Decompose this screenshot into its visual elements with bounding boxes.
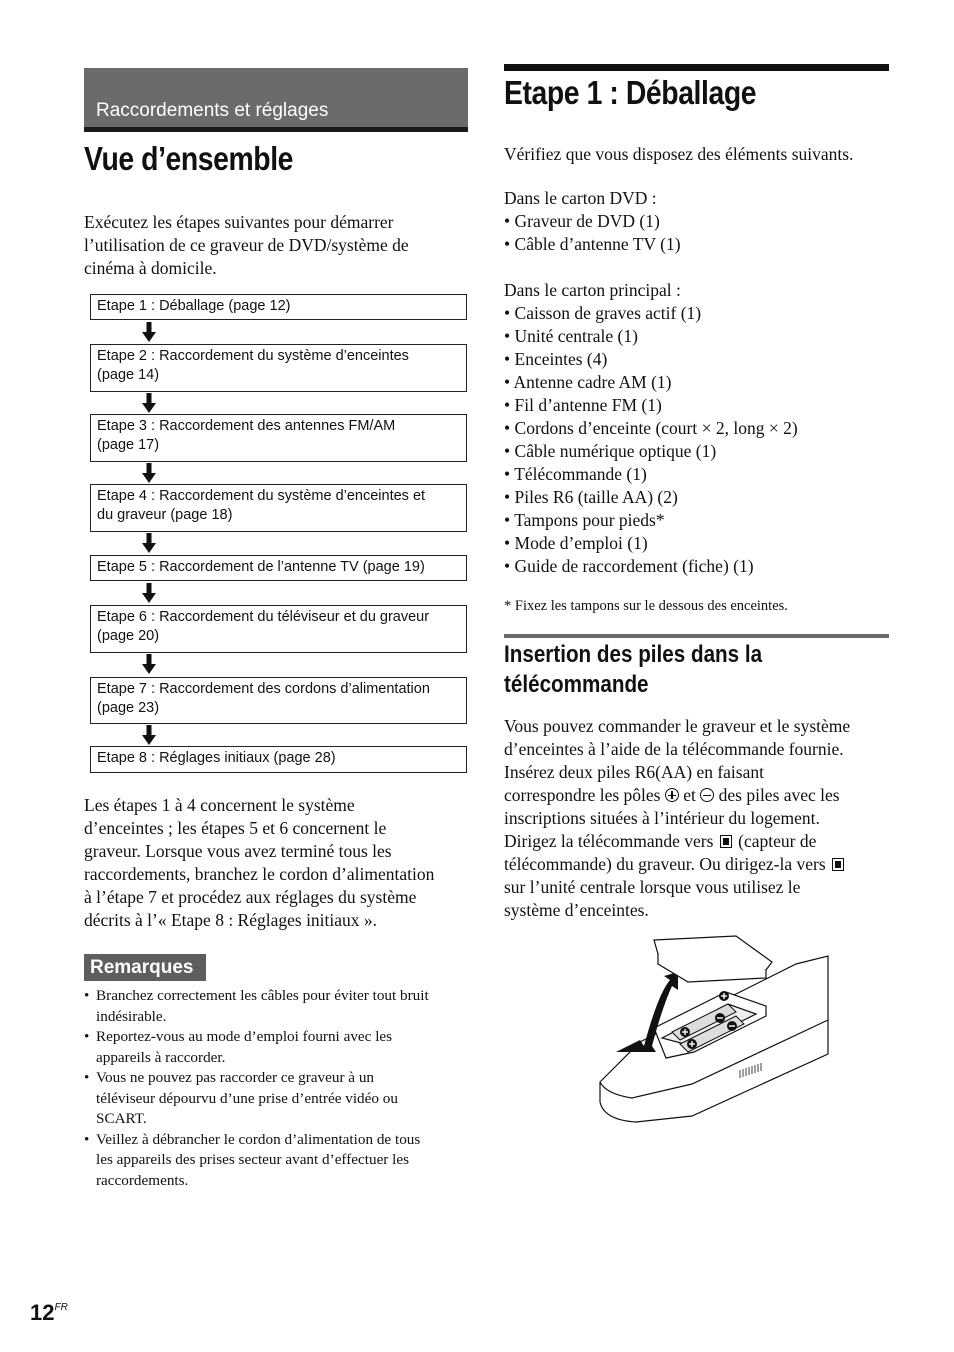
flow-arrow-down-icon [142, 583, 156, 603]
flow-step-text: (page 23) [97, 699, 160, 716]
battery-text: correspondre les pôles [504, 785, 665, 805]
battery-heading-line: Insertion des piles dans la [504, 641, 763, 668]
summary-line: Les étapes 1 à 4 concernent le système [84, 795, 355, 815]
section-header-text: Raccordements et réglages [96, 100, 329, 121]
battery-heading-line: télécommande [504, 671, 649, 698]
battery-text: (capteur de [733, 831, 817, 851]
overview-intro [84, 211, 409, 280]
page-language-suffix: FR [54, 1302, 68, 1313]
list-item: • Câble numérique optique (1) [504, 440, 798, 463]
flow-step-text: Etape 1 : Déballage (page 12) [97, 298, 291, 314]
flow-step-text: Etape 2 : Raccordement du système d’enceintes [97, 348, 409, 364]
section-header-band [84, 68, 468, 132]
flow-step-text: Etape 5 : Raccordement de l’antenne TV (page 19) [97, 559, 425, 575]
battery-line: inscriptions situées à l’intérieur du logement. [504, 808, 820, 828]
list-item: • Graveur de DVD (1) [504, 210, 681, 233]
flow-step-text: (page 17) [97, 436, 160, 453]
notes-list [84, 986, 470, 1191]
notes-badge: Remarques [84, 954, 206, 981]
flow-step-text: (page 20) [97, 627, 160, 644]
list-item: • Fil d’antenne FM (1) [504, 394, 798, 417]
dvd-box-section [504, 187, 681, 256]
flow-arrow-down-icon [142, 533, 156, 553]
note-item [84, 1027, 470, 1068]
note-line: les appareils des prises secteur avant d’effectuer les [96, 1151, 410, 1168]
flow-arrow-down-icon [142, 654, 156, 674]
overview-intro-line: Exécutez les étapes suivantes pour démarrer [84, 212, 394, 232]
battery-line [504, 784, 850, 807]
note-item [84, 1068, 470, 1130]
battery-text: des piles avec les [714, 785, 840, 805]
remote-sensor-icon [832, 858, 844, 871]
summary-line: d’enceintes ; les étapes 5 et 6 concernent le [84, 818, 387, 838]
flow-step-5 [90, 555, 467, 581]
remote-battery-illustration [596, 934, 830, 1124]
overview-title: Vue d’ensemble [84, 140, 294, 177]
list-item: • Unité centrale (1) [504, 325, 798, 348]
overview-summary [84, 794, 434, 932]
list-item: • Guide de raccordement (fiche) (1) [504, 555, 798, 578]
list-item: • Câble d’antenne TV (1) [504, 233, 681, 256]
list-item: • Caisson de graves actif (1) [504, 302, 798, 325]
flow-arrow-down-icon [142, 463, 156, 483]
list-item: • Télécommande (1) [504, 463, 798, 486]
overview-intro-line: cinéma à domicile. [84, 258, 217, 278]
battery-text: et [678, 785, 701, 805]
battery-text: télécommande) du graveur. Ou dirigez-la vers [504, 854, 831, 874]
battery-text: Dirigez la télécommande vers [504, 831, 718, 851]
note-line: • Veillez à débrancher le cordon d’alimentation de tous [96, 1130, 421, 1148]
battery-line: système d’enceintes. [504, 900, 649, 920]
flow-step-text: du graveur (page 18) [97, 506, 233, 523]
summary-line: décrits à l’« Etape 8 : Réglages initiaux ». [84, 910, 378, 930]
flow-step-text: Etape 6 : Raccordement du téléviseur et du graveur [97, 609, 430, 625]
battery-line: Vous pouvez commander le graveur et le système [504, 716, 851, 736]
remote-sensor-icon [720, 835, 732, 848]
list-item: • Antenne cadre AM (1) [504, 371, 798, 394]
note-line: raccordements. [96, 1171, 189, 1189]
flow-step-8 [90, 746, 467, 773]
list-item: • Enceintes (4) [504, 348, 798, 371]
flow-arrow-down-icon [142, 725, 156, 745]
overview-intro-line: l’utilisation de ce graveur de DVD/système de [84, 235, 409, 255]
note-line: indésirable. [96, 1007, 167, 1025]
battery-line: Insérez deux piles R6(AA) en faisant [504, 762, 764, 782]
list-item: • Mode d’emploi (1) [504, 532, 798, 555]
flow-arrow-down-icon [142, 393, 156, 413]
note-line: • Branchez correctement les câbles pour éviter tout bruit [96, 987, 429, 1004]
page-number [30, 1300, 68, 1326]
footnote: * Fixez les tampons sur le dessous des enceintes. [504, 598, 788, 614]
main-box-section [504, 279, 798, 578]
list-item: • Cordons d’enceinte (court × 2, long × 2) [504, 417, 798, 440]
summary-line: graveur. Lorsque vous avez terminé tous les [84, 841, 392, 861]
flow-step-2 [90, 344, 467, 392]
flow-step-text: Etape 8 : Réglages initiaux (page 28) [97, 750, 336, 766]
dvd-box-list [504, 210, 681, 256]
flow-step-1 [90, 294, 467, 320]
flow-step-text: (page 14) [97, 366, 160, 383]
flow-step-3 [90, 414, 467, 462]
summary-line: à l’étape 7 et procédez aux réglages du système [84, 887, 417, 907]
note-line: appareils à raccorder. [96, 1048, 226, 1066]
flow-step-6 [90, 605, 467, 653]
battery-line: sur l’unité centrale lorsque vous utilisez le [504, 877, 801, 897]
main-box-label: Dans le carton principal : [504, 280, 681, 300]
summary-line: raccordements, branchez le cordon d’alimentation [84, 864, 435, 884]
subheading-rule [504, 634, 889, 638]
unpacking-title: Etape 1 : Déballage [504, 74, 757, 111]
battery-line [504, 853, 850, 876]
page-number-value: 12 [30, 1300, 55, 1325]
main-box-list [504, 302, 798, 578]
list-item: • Piles R6 (taille AA) (2) [504, 486, 798, 509]
unpacking-intro: Vérifiez que vous disposez des éléments suivants. [504, 144, 854, 164]
battery-heading [504, 640, 882, 700]
note-item [84, 986, 470, 1027]
flow-step-text: Etape 7 : Raccordement des cordons d’alimentation [97, 681, 430, 697]
battery-line [504, 830, 850, 853]
flow-step-text: Etape 4 : Raccordement du système d’enceintes et [97, 488, 426, 504]
minus-pole-icon [700, 788, 714, 802]
title-rule [504, 64, 889, 71]
flow-arrow-down-icon [142, 322, 156, 342]
note-line: téléviseur dépourvu d’une prise d’entrée vidéo ou [96, 1089, 398, 1107]
battery-instructions [504, 715, 850, 922]
flow-step-4 [90, 484, 467, 532]
battery-line: d’enceintes à l’aide de la télécommande fournie. [504, 739, 844, 759]
dvd-box-label: Dans le carton DVD : [504, 188, 657, 208]
plus-pole-icon [665, 788, 679, 802]
note-line: • Vous ne pouvez pas raccorder ce graveur à un [96, 1069, 375, 1086]
note-item [84, 1130, 470, 1192]
list-item: • Tampons pour pieds* [504, 509, 798, 532]
note-line: SCART. [96, 1110, 147, 1127]
flow-step-7 [90, 677, 467, 724]
flow-step-text: Etape 3 : Raccordement des antennes FM/AM [97, 418, 396, 434]
note-line: • Reportez-vous au mode d’emploi fourni avec les [96, 1028, 393, 1045]
